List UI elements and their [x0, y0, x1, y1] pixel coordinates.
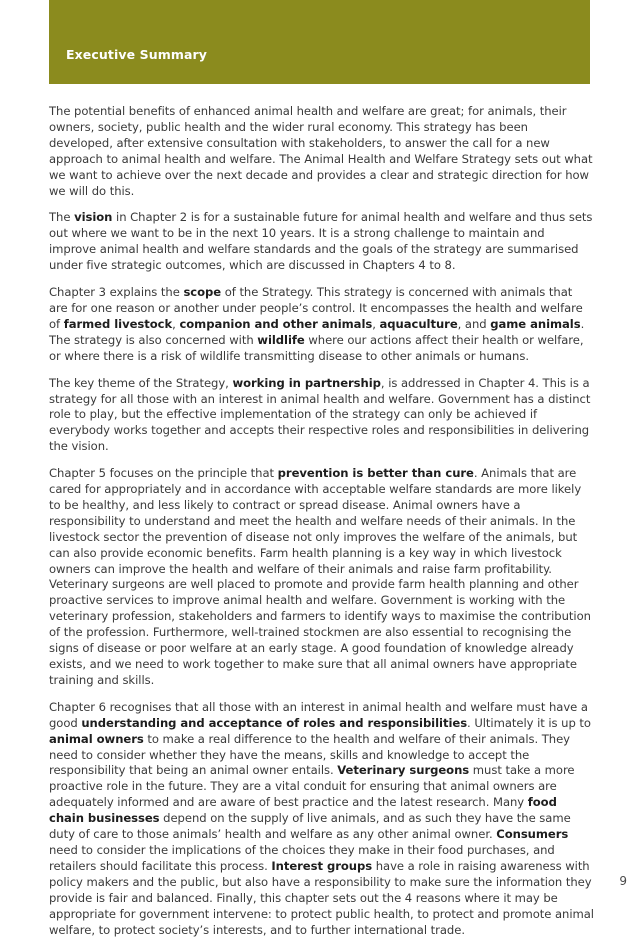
- emphasis-term: vision: [74, 210, 113, 225]
- emphasis-term: Interest groups: [271, 858, 373, 873]
- text-run: to make a real difference to the health and welfare of their animals. They need to consider whether they have the means, skills and knowledge to accept the responsibility that being an animal owner entails.: [49, 731, 570, 778]
- section-title: Executive Summary: [66, 47, 208, 62]
- text-run: have a role in raising awareness with policy makers and the public, but also have a responsibility to make sure the information they provide is fair and balanced. Finally, this chapter sets out the 4 reasons where it may be appropriate for government intervene: to protect public health, to protect and promote animal welfare, to protect society’s interests, and to further international trade.: [49, 858, 594, 937]
- text-run: need to consider the implications of the choices they make in their food purchases, and retailers should facilitate this process.: [49, 842, 555, 873]
- emphasis-term: Consumers: [496, 827, 569, 842]
- paragraph: [49, 700, 594, 939]
- emphasis-term: wildlife: [257, 332, 305, 347]
- text-run: Chapter 5 focuses on the principle that: [49, 466, 278, 481]
- emphasis-term: working in partnership: [232, 375, 381, 390]
- emphasis-term: aquaculture: [379, 316, 458, 331]
- paragraph: [49, 104, 594, 199]
- emphasis-term: animal owners: [49, 731, 144, 746]
- emphasis-term: prevention is better than cure: [277, 466, 474, 481]
- text-run: The: [49, 210, 75, 225]
- text-run: ,: [372, 316, 380, 331]
- paragraph: [49, 466, 594, 689]
- text-run: The key theme of the Strategy,: [49, 375, 233, 390]
- emphasis-term: game animals: [490, 316, 581, 331]
- text-run: . Ultimately it is up to: [467, 715, 591, 730]
- text-run: ,: [172, 316, 180, 331]
- emphasis-term: understanding and acceptance of roles and responsibilities: [81, 715, 468, 730]
- text-run: must take a more proactive role in the future. They are a vital conduit for ensuring that animal owners are adequately informed and are aware of best practice and the latest research. Many: [49, 763, 575, 810]
- emphasis-term: companion and other animals: [179, 316, 373, 331]
- text-run: where our actions affect their health or welfare, or where there is a risk of wildlife transmitting disease to other animals or humans.: [49, 332, 584, 363]
- text-run: . The strategy is also concerned with: [49, 316, 585, 347]
- text-run: , and: [457, 316, 491, 331]
- text-run: of the Strategy. This strategy is concerned with animals that are for one reason or another under people’s control. It encompasses the health and welfare of: [49, 285, 583, 331]
- text-run: in Chapter 2 is for a sustainable future for animal health and welfare and thus sets out where we want to be in the next 10 years. It is a strong challenge to maintain and improve animal health and welfare standards and the goals of the strategy are summarised under five strategic outcomes, which are discussed in Chapters 4 to 8.: [49, 210, 593, 273]
- text-run: , is addressed in Chapter 4. This is a strategy for all those with an interest in animal health and welfare. Government has a distinct role to play, but the effective implementation of the strategy can only be achieved if everybody works together and accepts their respective roles and responsibilities in delivering the vision.: [49, 375, 591, 454]
- emphasis-term: scope: [183, 285, 222, 300]
- body-text: [49, 104, 594, 949]
- header-band: [49, 0, 590, 84]
- text-run: Chapter 3 explains the: [49, 285, 184, 300]
- paragraph: [49, 210, 594, 274]
- page-number: 9: [619, 874, 627, 888]
- text-run: . Animals that are cared for appropriately and in accordance with acceptable welfare standards are more likely to be healthy, and less likely to contract or spread disease. Animal owners have a responsibility to understand and meet the health and welfare needs of their animals. In the livestock sector the prevention of disease not only improves the welfare of the animals, but can also provide economic benefits. Farm health planning is a key way in which livestock owners can improve the health and welfare of their animals and raise farm profitability. Veterinary surgeons are well placed to promote and provide farm health planning and other proactive services to improve animal health and welfare. Government is working with the veterinary profession, stakeholders and farmers to identify ways to maximise the contribution of the profession. Furthermore, well-trained stockmen are also essential to recognising the signs of disease or poor welfare at an early stage. A good foundation of knowledge already exists, and we need to work together to make sure that all animal owners have appropriate training and skills.: [49, 466, 591, 687]
- text-run: The potential benefits of enhanced animal health and welfare are great; for animals, their owners, society, public health and the wider rural economy. This strategy has been developed, after extensive consultation with stakeholders, to answer the call for a new approach to animal health and welfare. The Animal Health and Welfare Strategy sets out what we want to achieve over the next decade and provides a clear and strategic direction for how we will do this.: [49, 104, 593, 198]
- emphasis-term: farmed livestock: [63, 316, 173, 331]
- paragraph: [49, 376, 594, 456]
- emphasis-term: food chain businesses: [49, 795, 557, 826]
- paragraph: [49, 285, 594, 365]
- text-run: Chapter 6 recognises that all those with an interest in animal health and welfare must have a good: [49, 699, 588, 730]
- emphasis-term: Veterinary surgeons: [337, 763, 470, 778]
- text-run: depend on the supply of live animals, and as such they have the same duty of care to those animals’ health and welfare as any other animal owner.: [49, 811, 571, 842]
